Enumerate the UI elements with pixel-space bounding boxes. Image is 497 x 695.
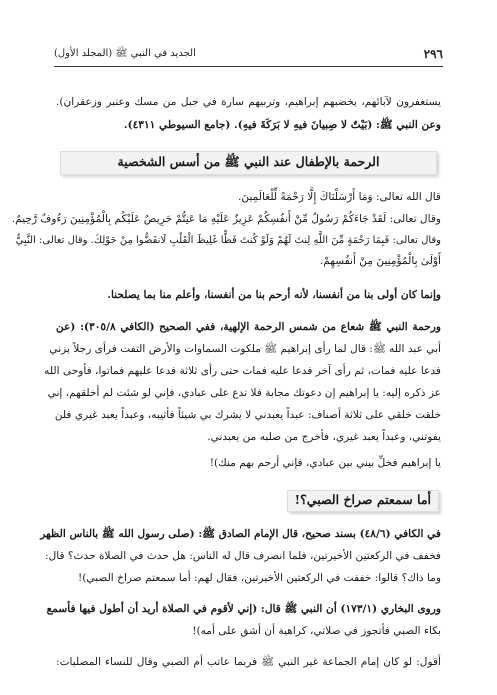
quran-line: قال الله تعالى: وَمَا أَرْسَلْنَاكَ إِلَّا رَحْمَةً لِّلْعَالَمِينَ.	[238, 191, 441, 203]
paragraph-line: وروى البخاري (١٧٣/١) أن النبي ﷺ قال: (إني لأقوم في الصلاة أريد أن أطول فيها فأسمع	[46, 603, 441, 615]
paragraph-line: ورحمة النبي ﷺ شعاع من شمس الرحمة الإلهية، ففي الصحيح (الكافي ٣٠٥/٨): (عن	[56, 321, 441, 333]
paragraph-line: فخفف في الركعتين الأخيرتين، فلما انصرف قال له الناس: هل حدث في الصلاة حدث؟ قال:	[45, 550, 441, 562]
page-number: ٢٩٦	[423, 47, 443, 61]
paragraph-line: فدعا عليه فمات، ثم رأى آخر فدعا عليه فمات حتى رأى ثلاثة فدعا عليهم فماتوا، فأوحى الله	[44, 365, 441, 377]
paragraph-line: في الكافي (٤٨/٦) بسند صحيح، قال الإمام الصادق ﷺ: (صلى رسول الله ﷺ بالناس الظهر	[40, 528, 441, 540]
subheading: أما سمعتم صراخ الصبي؟!	[294, 492, 431, 507]
paragraph-line: خلقت خلقي على ثلاثة أصناف: عبداً يعبدني لا يشرك بي شيئاً فأثيبه، وعبداً يعبد غيري فلن	[54, 409, 441, 421]
section-heading: الرحمة بالإطفال عند النبي ﷺ من أسس الشخصية	[117, 154, 380, 169]
paragraph-line: أقول: لو كان إمام الجماعة غير النبي ﷺ فربما عاتب أم الصبي وقال للنساء المصليات:	[56, 656, 441, 668]
page-header	[54, 46, 443, 62]
paragraph-line: يا إبراهيم فخلِّ بيني بين عبادي، فإني أرحم بهم منك)!	[209, 457, 441, 469]
paragraph-line: أبي عبد الله ﷺ: قال لما رأى إبراهيم ﷺ ملكوت السماوات والأرض التفت فرأى رجلاً يزني	[49, 343, 441, 355]
paragraph-line: بكاء الصبي فأتجوز في صلاتي، كراهية أن أشق على أمه)!	[192, 625, 441, 637]
paragraph-line: عز ذكره إليه: يا إبراهيم إن دعوتك مجابة فلا تدع على عبادي، فإني لو شئت لم أخلقهم، إني	[47, 387, 441, 399]
paragraph-line: يفوتني، وعبداً يعبد غيري، فأخرج من صلبه من يعبدني.	[207, 431, 441, 443]
quran-line: أَوْلَىٰ بِالْمُؤْمِنِينَ مِنْ أَنفُسِهِمْ.	[319, 255, 441, 267]
paragraph-line: وإنما كان أولى بنا من أنفسنا، لأنه أرحم بنا من أنفسنا، وأعلم منا بما يصلحنا.	[107, 289, 441, 301]
header-rule	[54, 66, 443, 67]
running-title: الجديد في النبي ﷺ (المجلد الأول)	[54, 48, 196, 59]
quran-line: وقال تعالى: لَقَدْ جَاءَكُمْ رَسُولٌ مِّنْ أَنفُسِكُمْ عَزِيزٌ عَلَيْهِ مَا عَنِتُّمْ حَرِيصٌ عَلَيْكُم بِالْمُؤْمِنِينَ رَءُوفٌ رَّحِيمٌ.	[11, 213, 441, 225]
quran-line: وقال تعالى: فَبِمَا رَحْمَةٍ مِّنَ اللَّهِ لِنتَ لَهُمْ وَلَوْ كُنتَ فَظًّا غَلِيظَ الْقَلْبِ لَانفَضُّوا مِنْ حَوْلِكَ. وقال تعالى: النَّبِيُّ	[15, 235, 441, 246]
paragraph-line: وما ذاك؟ قالوا: خففت في الركعتين الأخيرتين، فقال لهم: أما سمعتم صراخ الصبي)!	[77, 572, 441, 584]
paragraph-line: يستغفرون لآبائهم، يخضبهم إبراهيم، وتربيهم سارة في جبل من مسك وعنبر وزعفران).	[56, 96, 441, 108]
hadith-line: وعن النبي ﷺ: (بَيْتٌ لا صِبيانَ فيهِ لا بَرَكَةَ فيهِ). (جامع السيوطي ٤٣١١).	[123, 119, 441, 131]
